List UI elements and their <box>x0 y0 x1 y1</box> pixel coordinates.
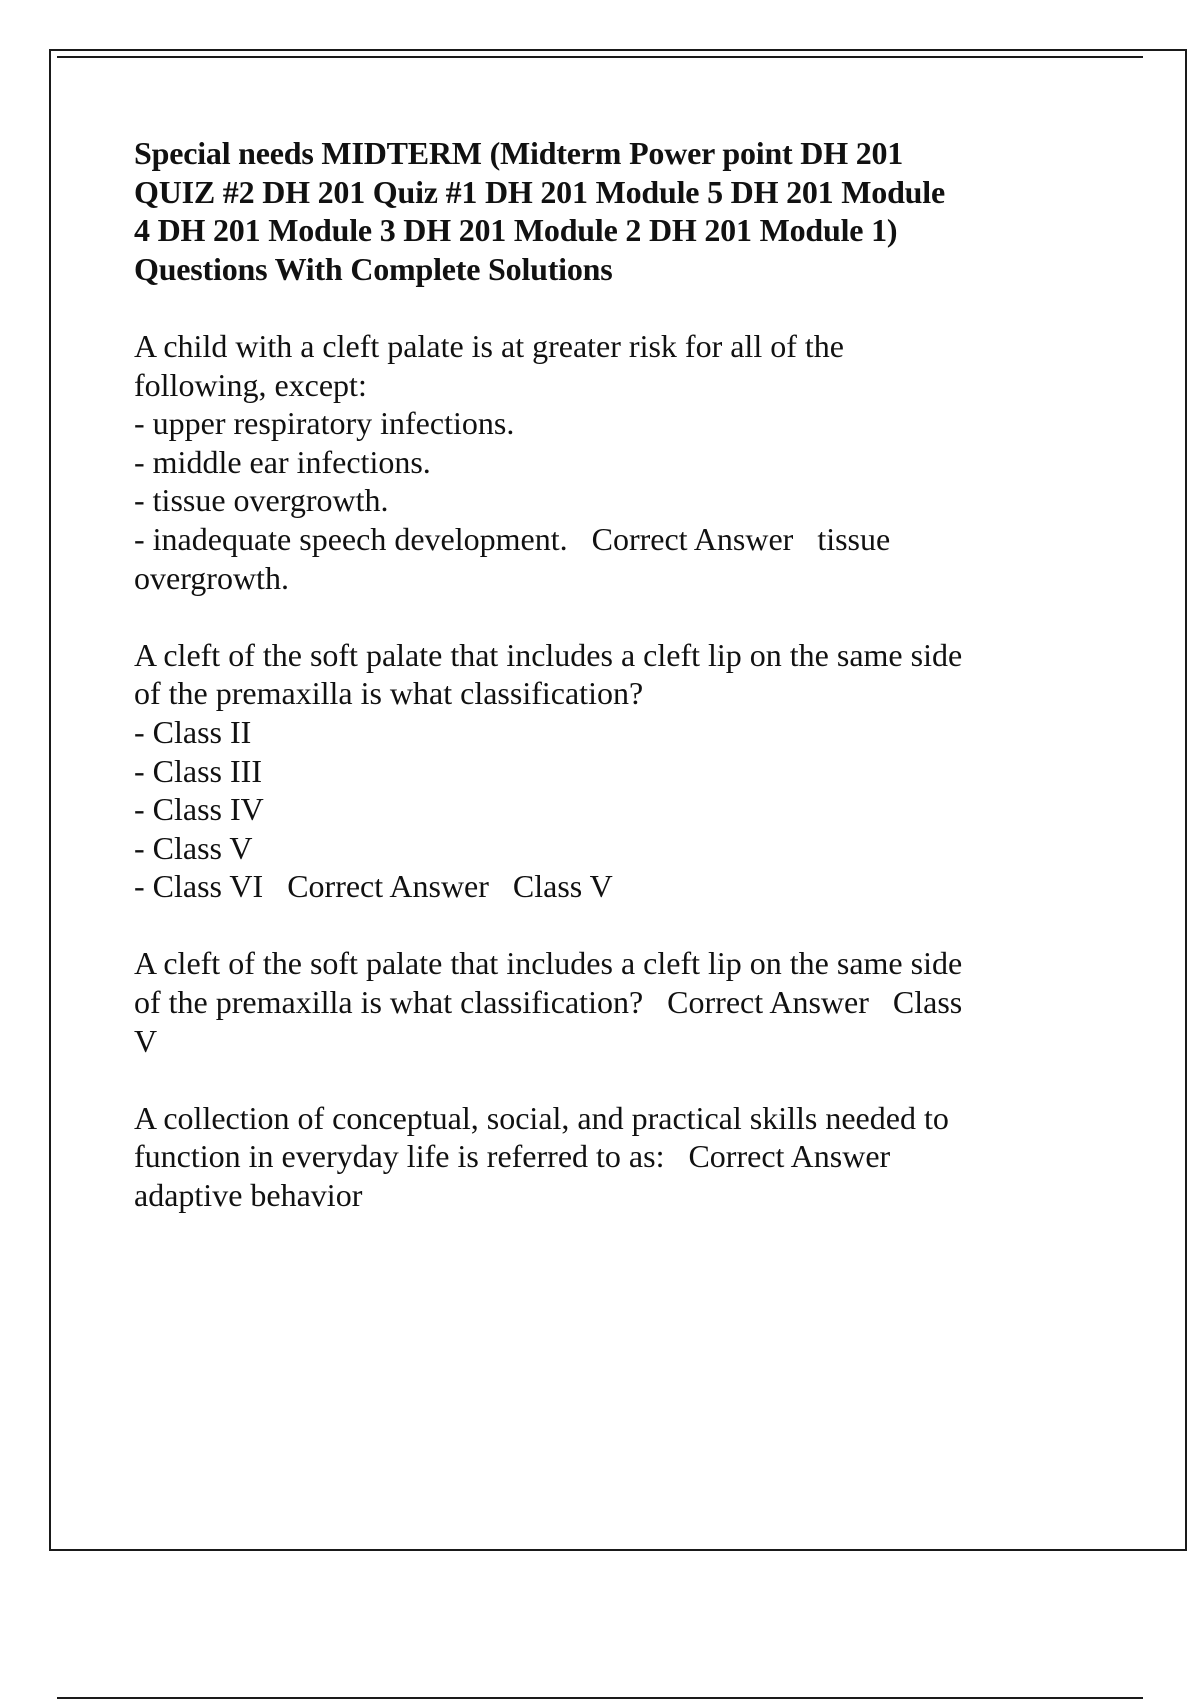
option: - Class V <box>134 829 253 866</box>
option: - Class III <box>134 752 262 789</box>
option: - middle ear infections. <box>134 443 431 480</box>
title-line: 4 DH 201 Module 3 DH 201 Module 2 DH 201 Module 1) <box>134 212 898 249</box>
option-with-answer: - inadequate speech development. Correct Answer tissue <box>134 520 891 557</box>
question-with-answer: of the premaxilla is what classification? Correct Answer Class <box>134 984 963 1021</box>
document-title <box>134 134 1084 288</box>
option: - upper respiratory infections. <box>134 405 515 442</box>
answer-text: overgrowth. <box>134 559 289 596</box>
answer-text: adaptive behavior <box>134 1177 363 1214</box>
question-text: following, except: <box>134 366 367 403</box>
option-with-answer: - Class VI Correct Answer Class V <box>134 868 613 905</box>
option: - Class II <box>134 713 252 750</box>
question-text: A cleft of the soft palate that includes a cleft lip on the same side <box>134 636 963 673</box>
option: - Class IV <box>134 791 264 828</box>
answer-text: V <box>134 1022 158 1059</box>
option: - tissue overgrowth. <box>134 482 389 519</box>
footer-rule <box>57 1697 1143 1699</box>
question-with-answer: function in everyday life is referred to as: Correct Answer <box>134 1138 891 1175</box>
question-text: of the premaxilla is what classification? <box>134 675 644 712</box>
title-line: Questions With Complete Solutions <box>134 250 613 287</box>
question-text: A collection of conceptual, social, and practical skills needed to <box>134 1099 949 1136</box>
question-block-3 <box>134 944 1084 1060</box>
title-line: Special needs MIDTERM (Midterm Power point DH 201 <box>134 135 904 171</box>
question-text: A child with a cleft palate is at greater risk for all of the <box>134 327 844 364</box>
header-rule <box>57 56 1143 58</box>
question-block-2 <box>134 636 1084 906</box>
question-text: A cleft of the soft palate that includes a cleft lip on the same side <box>134 945 963 982</box>
question-block-1 <box>134 327 1084 597</box>
document-body <box>134 134 1084 1253</box>
title-line: QUIZ #2 DH 201 Quiz #1 DH 201 Module 5 DH 201 Module <box>134 173 945 210</box>
question-block-4 <box>134 1099 1084 1215</box>
